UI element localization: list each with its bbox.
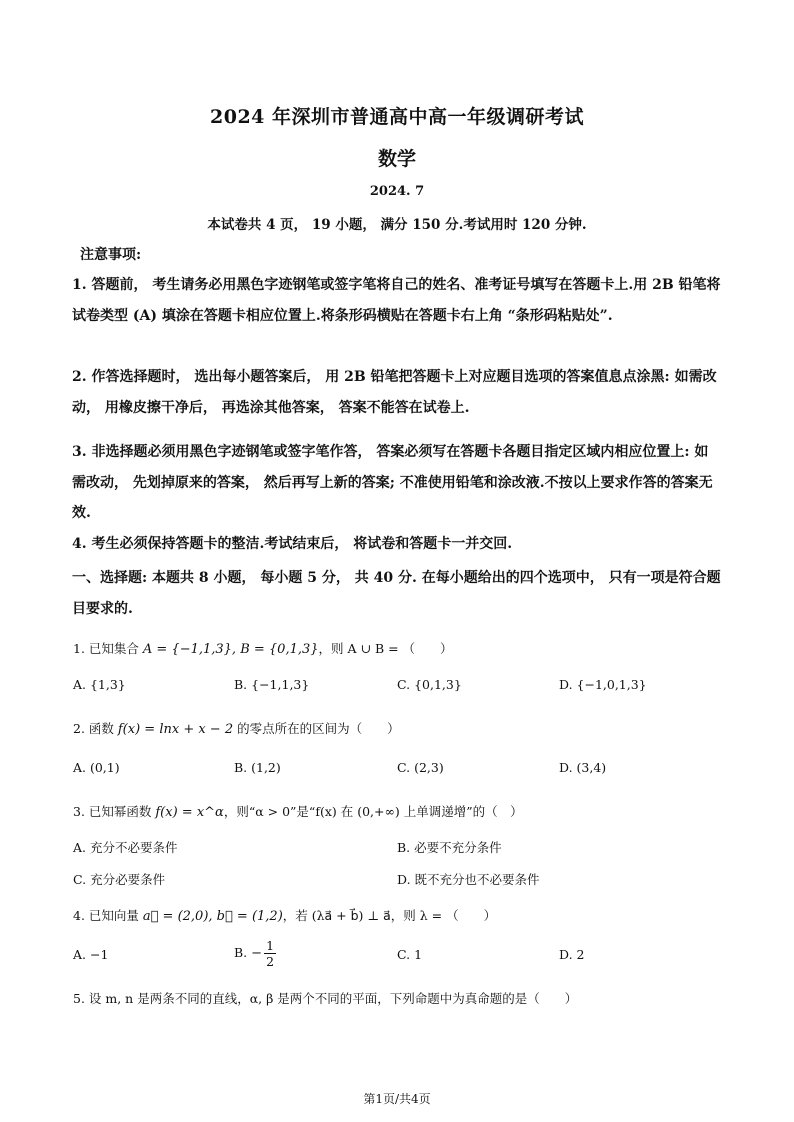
exam-title: 2024 年深圳市普通高中高一年级调研考试 [210,106,584,128]
page-footer: 第1页/共4页 [363,1092,431,1106]
question-2-math: f(x) = lnx + x − 2 [117,722,234,737]
question-4-prefix: 4. 已知向量 [73,908,143,923]
question-1-option-c: C. {0,1,3} [397,677,462,692]
section-heading: 一、选择题: 本题共 8 小题， 每小题 5 分， 共 40 分. 在每小题给出的四个选项中， 只有一项是符合题目要求的. [72,570,721,617]
notice-item-4: 4. 考生必须保持答题卡的整洁.考试结束后， 将试卷和答题卡一并交回. [72,536,513,552]
question-3-option-c: C. 充分必要条件 [73,872,166,887]
question-2-suffix: 的零点所在的区间为（ ） [233,721,400,736]
question-4-option-a: A. −1 [73,947,109,962]
question-3-option-a: A. 充分不必要条件 [73,840,178,855]
question-2-option-a: A. (0,1) [73,760,120,775]
question-5: 5. 设 m, n 是两条不同的直线，α, β 是两个不同的平面，下列命题中为真命题的是（ ） [73,991,578,1006]
question-4 [73,906,496,924]
notice-item-3: 3. 非选择题必须用黑色字迹钢笔或签字笔作答， 答案必须写在答题卡各题目指定区域内相应位置上: 如需改动， 先划掉原来的答案， 然后再写上新的答案; 不准使用铅笔和涂改液.不按以上要求作答的答案无效. [72,444,713,521]
fraction-denominator: 2 [266,954,275,969]
question-2 [73,719,400,737]
question-4-suffix: ，若 (λa⃗ + b⃗) ⊥ a⃗，则 λ = （ ） [282,908,497,923]
question-1-suffix: ，则 A ∪ B = （ ） [318,641,453,656]
question-2-option-b: B. (1,2) [234,760,281,775]
question-1-math: A = {−1,1,3}, B = {0,1,3} [142,642,319,657]
question-1 [73,639,453,657]
question-4-option-b-label: B. [234,945,248,960]
notice-item-2: 2. 作答选择题时， 选出每小题答案后， 用 2B 铅笔把答题卡上对应题目选项的答案值息点涂黑: 如需改动， 用橡皮擦干净后， 再选涂其他答案， 答案不能答在试卷上. [72,369,717,416]
exam-date: 2024. 7 [369,184,425,199]
question-3-suffix: ，则“α > 0”是“f(x) 在 (0,+∞) 上单调递增”的（ ） [223,804,523,819]
fraction-numerator: 1 [266,938,275,953]
notice-item-1: 1. 答题前， 考生请务必用黑色字迹钢笔或签字笔将自己的姓名、准考证号填写在答题卡上.用 2B 铅笔将试卷类型 (A) 填涂在答题卡相应位置上.将条形码横贴在答题卡右上角 “条形码粘贴处”. [72,277,721,324]
exam-summary: 本试卷共 4 页， 19 小题， 满分 150 分.考试用时 120 分钟. [207,217,587,233]
question-1-option-a: A. {1,3} [73,677,126,692]
question-2-option-c: C. (2,3) [397,760,444,775]
question-3-option-b: B. 必要不充分条件 [397,840,502,855]
question-2-option-d: D. (3,4) [559,760,607,775]
question-3-option-d: D. 既不充分也不必要条件 [397,872,540,887]
question-4-option-b-fraction [264,938,276,969]
question-3-prefix: 3. 已知幂函数 [73,804,156,819]
question-4-option-b [234,938,276,969]
question-4-option-c: C. 1 [397,947,423,962]
question-1-prefix: 1. 已知集合 [73,641,143,656]
question-2-prefix: 2. 函数 [73,721,118,736]
question-3 [73,802,523,820]
question-1-option-b: B. {−1,1,3} [234,677,310,692]
question-3-math: f(x) = x^α [155,805,224,820]
question-4-math: a⃗ = (2,0), b⃗ = (1,2) [142,909,283,924]
question-4-option-d: D. 2 [559,947,585,962]
question-1-option-d: D. {−1,0,1,3} [559,677,647,692]
notice-title: 注意事项: [80,247,142,263]
exam-subject: 数学 [377,148,416,170]
question-4-option-b-sign: − [251,946,263,961]
